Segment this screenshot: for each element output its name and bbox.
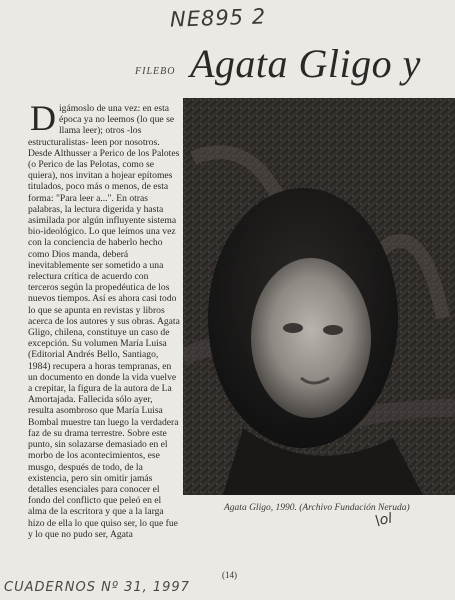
photo-caption: Agata Gligo, 1990. (Archivo Fundación Neruda) — [224, 503, 410, 513]
article-body-text: igámoslo de una vez: en esta época ya no leemos (lo que se llama leer); otros -los estructuralistas- leen por nosotros. Desde Althusser a Perico de los Palotes (o Perico de las Pelotas, como se quiera), nos invitan a hojear epítomes titulados, poco más o menos, de esta forma: "Para leer a...". En otras palabras, la lectura digerida y hasta asimilada por algún influyente sistema bio-ideológico. Lo que leímos una vez con la conciencia de haberlo hecho como Dios manda, deberá inevitablemente ser sometido a una relectura crítica de acuerdo con terceros según la propedéutica de los nuevos tiempos. Así es ahora casi todo lo que se apunta en revistas y libros acerca de los autores y sus obras. Agata Gligo, chilena, constituye un caso de excepción. Su volumen María Luisa (Editorial Andrés Bello, Santiago, 1984) recupera a horas tempranas, en un documento en donde la vida vuelve a crepitar, la figura de la autora de La Amortajada. Fallecida sólo ayer, resulta asombroso que María Luisa Bombal muestre tan luego la verdadera faz de su drama terrestre. Sobre este punto, sin solazarse demasiado en el morbo de los acontecimientos, ese musgo, después de todo, de la existencia, pero sin omitir jamás detalles esenciales para conocer el fondo del conflicto que peleó en el alma de la escritora y que a la larga hizo de ella lo que quiso ser, lo que fue y lo que no pudo ser, Agata — [28, 103, 180, 540]
handwritten-source-note: CUADERNOS Nº 31, 1997 — [4, 580, 190, 595]
page-number: (14) — [222, 570, 237, 580]
article-title: Agata Gligo y — [190, 41, 421, 86]
title-row — [0, 38, 455, 100]
article-body-column — [28, 98, 180, 540]
portrait-image — [183, 98, 455, 495]
handwritten-mark: \ol — [373, 510, 394, 530]
handwritten-catalog-note: NE895 2 — [169, 4, 267, 32]
drop-cap: D — [30, 98, 56, 138]
portrait-photo — [183, 98, 455, 495]
section-kicker: FILEBO — [135, 66, 176, 77]
